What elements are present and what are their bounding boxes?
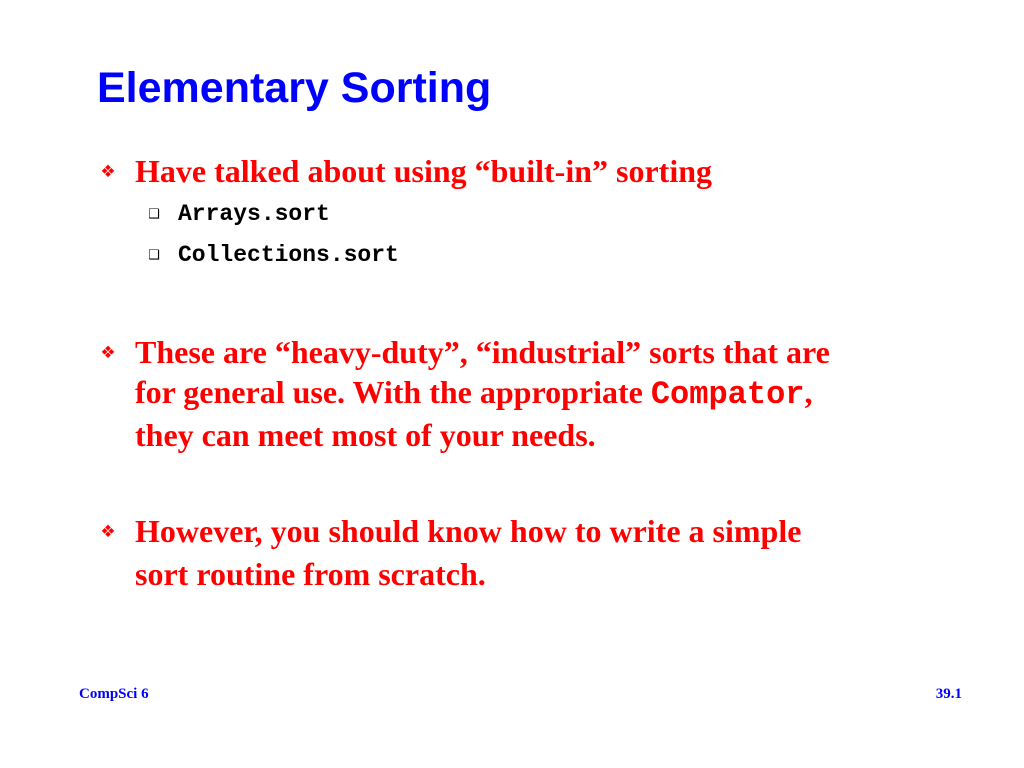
diamond-bullet-icon: ❖: [100, 343, 116, 363]
slide-title: Elementary Sorting: [97, 64, 492, 112]
sub-item-arrays-sort: Arrays.sort: [178, 201, 330, 227]
bullet-3-line-1: However, you should know how to write a simple: [135, 513, 802, 549]
compator-code: Compator: [650, 376, 805, 413]
bullet-2-line-1: These are “heavy-duty”, “industrial” sorts that are: [135, 334, 830, 370]
bullet-3-line-2: sort routine from scratch.: [135, 556, 486, 592]
bullet-2-line-2-end: ,: [804, 374, 813, 410]
footer-course: CompSci 6: [79, 686, 149, 702]
hollow-square-bullet-icon: ❑: [148, 207, 160, 222]
footer-slide-number: 39.1: [935, 686, 962, 702]
bullet-2-line-2-text: for general use. With the appropriate: [135, 374, 651, 410]
bullet-2-line-2: [135, 371, 935, 416]
diamond-bullet-icon: ❖: [100, 162, 116, 182]
bullet-2-line-3: they can meet most of your needs.: [135, 417, 596, 453]
bullet-1-text: Have talked about using “built-in” sorting: [135, 153, 712, 189]
hollow-square-bullet-icon: ❑: [148, 248, 160, 263]
sub-item-collections-sort: Collections.sort: [178, 242, 399, 268]
diamond-bullet-icon: ❖: [100, 522, 116, 542]
